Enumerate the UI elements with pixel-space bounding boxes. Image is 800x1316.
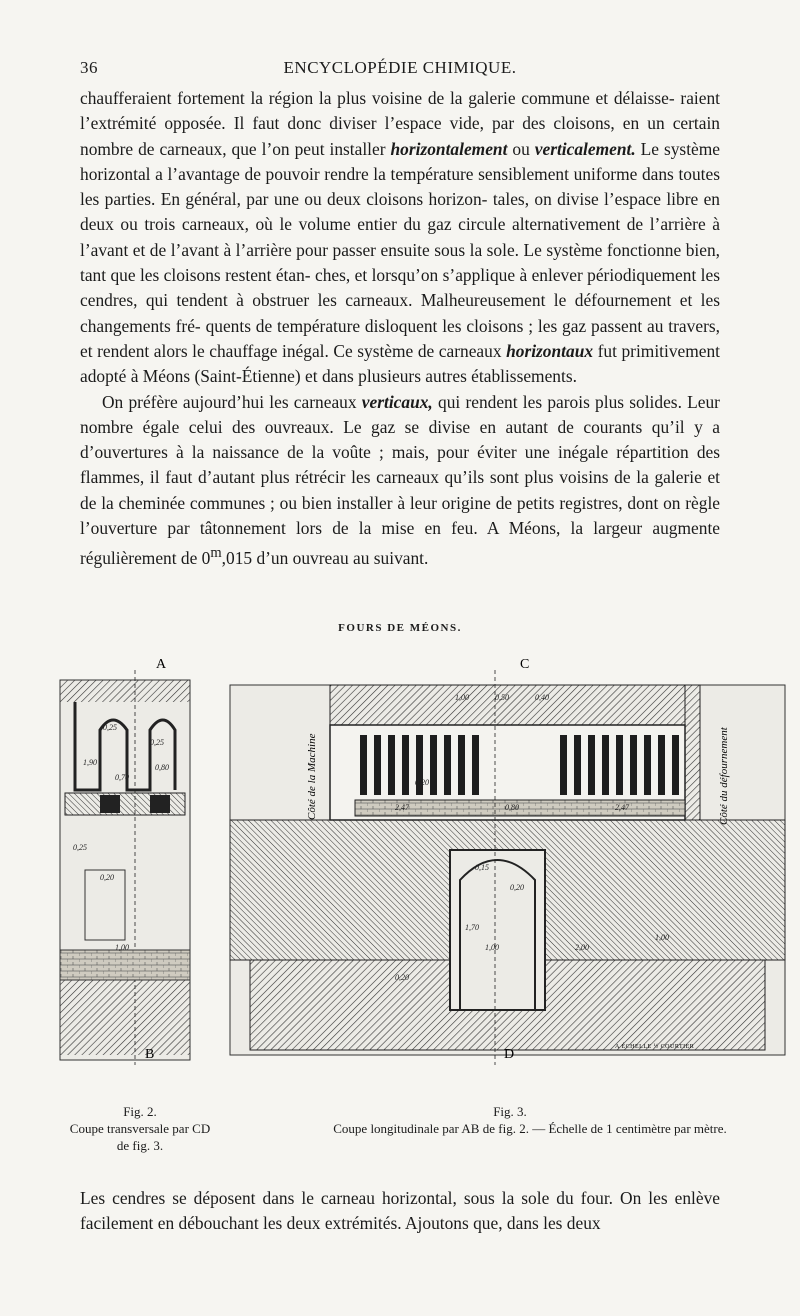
running-title: ENCYCLOPÉDIE CHIMIQUE. (283, 58, 517, 77)
paragraph-2: On préfère aujourd’hui les carneaux verticaux, qui rendent les parois plus solides. Leur nombre égale celui des ouvreaux. Le gaz se divise en autant de courants qu’il y a d’ouvertures à la naissance de la voûte ; mais, pour éviter une inégale répartition des flammes, il faut d’autant plus rétrécir les carneaux qu’ils sont plus voisins de la galerie et de la cheminée communes ; ou bien installer à leur origine de petits registres, dont on règle l’ouverture par tâtonnement lors de la mise en feu. A Méons, la largeur augmente régulièrement de 0$^m$,015 d’un ouvreau au suivant. (80, 391, 721, 569)
label-B: B (145, 1047, 155, 1062)
flue (374, 735, 381, 795)
dimension-label: 1,00 (115, 943, 129, 952)
fig2-caption-line-2: de fig. 3. (116, 1138, 164, 1153)
dimension-label: 0,20 (510, 883, 524, 892)
label-A: A (156, 657, 167, 672)
dimension-label: 1,70 (465, 923, 479, 932)
dimension-label: 0,80 (155, 763, 169, 772)
dimension-label: 1,00 (485, 943, 499, 952)
flue (388, 735, 395, 795)
emphasis-horizontalement: horizontalement (390, 138, 508, 159)
dimension-label: 2,47 (615, 803, 629, 812)
flue (472, 735, 479, 795)
flue (574, 735, 581, 795)
dimension-label: 0,70 (115, 773, 129, 782)
dimension-label: 2,47 (395, 803, 409, 812)
paragraph-1: chaufferaient fortement la région la plus voisine de la galerie commune et délaisse- raient l’extrémité opposée. Il faut donc diviser l’espace vide, par des cloisons, en un certain nombre de carneaux, que l’on peut installer horizontalement ou verticalement. Le système horizontal a l’avantage de pouvoir rendre la température sensiblement uniforme dans toutes les parties. En général, par une ou deux cloisons horizon- tales, on divise l’espace libre en deux ou trois carneaux, où le volume entier du gaz circule alternativement de l’arrière à l’avant et de l’avant à l’arrière pour passer ensuite sous la sole. Le système fonctionne bien, tant que les cloisons restent étan- ches, et lorsqu’on s’applique à enlever périodiquement les cendres, qui tendent à obstruer les carneaux. Malheureusement le défournement et les changements fré- quents de température disloquent les cloisons ; les gaz passent au travers, et rendent alors le chauffage inégal. Ce système de carneaux horizontaux fut primitivement adopté à Méons (Saint-Étienne) et dans plusieurs autres établissements. (80, 88, 721, 387)
dimension-label: 2,00 (575, 943, 589, 952)
dimension-label: 0,20 (100, 873, 114, 882)
dimension-label: 1,90 (83, 758, 97, 767)
emphasis-verticalement: verticalement. (534, 138, 636, 159)
dimension-label: 0,15 (475, 863, 489, 872)
dimension-label: 0,25 (103, 723, 117, 732)
flue (458, 735, 465, 795)
dimension-label: 0,20 (395, 973, 409, 982)
flue (602, 735, 609, 795)
flue (560, 735, 567, 795)
footer-text (80, 1186, 720, 1237)
dimension-label: 0,80 (505, 803, 519, 812)
furnace-drawing (55, 650, 795, 1070)
flue (644, 735, 651, 795)
caption-figure-2 (40, 1103, 240, 1154)
flue (630, 735, 637, 795)
caption-figure-3 (260, 1103, 800, 1137)
dimension-label: 0,50 (495, 693, 509, 702)
figure-plate (55, 650, 795, 1070)
page-header (80, 58, 720, 80)
dimension-label: 1,00 (455, 693, 469, 702)
label-cote-machine: Côté de la Machine (306, 733, 318, 820)
label-D: D (504, 1047, 515, 1062)
dimension-label: 0,25 (150, 738, 164, 747)
flue (444, 735, 451, 795)
flue (360, 735, 367, 795)
emphasis-verticaux: verticaux, (361, 391, 433, 412)
fig2-caption-line-1: Coupe transversale par CD (69, 1121, 211, 1136)
body-text (80, 86, 720, 571)
flue (430, 735, 437, 795)
label-cote-defournement: Côté du défournement (718, 727, 730, 825)
label-C: C (520, 657, 530, 672)
dimension-label: 0,40 (535, 693, 549, 702)
dimension-label: 1,00 (655, 933, 669, 942)
dimension-label: 0,25 (73, 843, 87, 852)
label-scale-note: A ÉCHELLE ½ COURTIER (615, 1044, 695, 1050)
dimension-label: 0,20 (415, 778, 429, 787)
emphasis-horizontaux: horizontaux (506, 340, 594, 361)
fig3-label: Fig. 3. (493, 1104, 527, 1119)
flue (616, 735, 623, 795)
plate-title: FOURS DE MÉONS. (338, 622, 462, 634)
page-number: 36 (80, 58, 98, 77)
figure-2-drawing (60, 670, 190, 1065)
flue (672, 735, 679, 795)
flue (658, 735, 665, 795)
fig3-caption-text: Coupe longitudinale par AB de fig. 2. — Échelle de 1 centimètre par mètre. (333, 1121, 727, 1136)
flue (588, 735, 595, 795)
figure-3-drawing (230, 670, 785, 1065)
footer-paragraph: Les cendres se déposent dans le carneau horizontal, sous la sole du four. On les enlève facilement en débouchant les deux extrémités. Ajoutons que, dans les deux (80, 1188, 720, 1234)
fig2-label: Fig. 2. (123, 1104, 157, 1119)
flue (402, 735, 409, 795)
